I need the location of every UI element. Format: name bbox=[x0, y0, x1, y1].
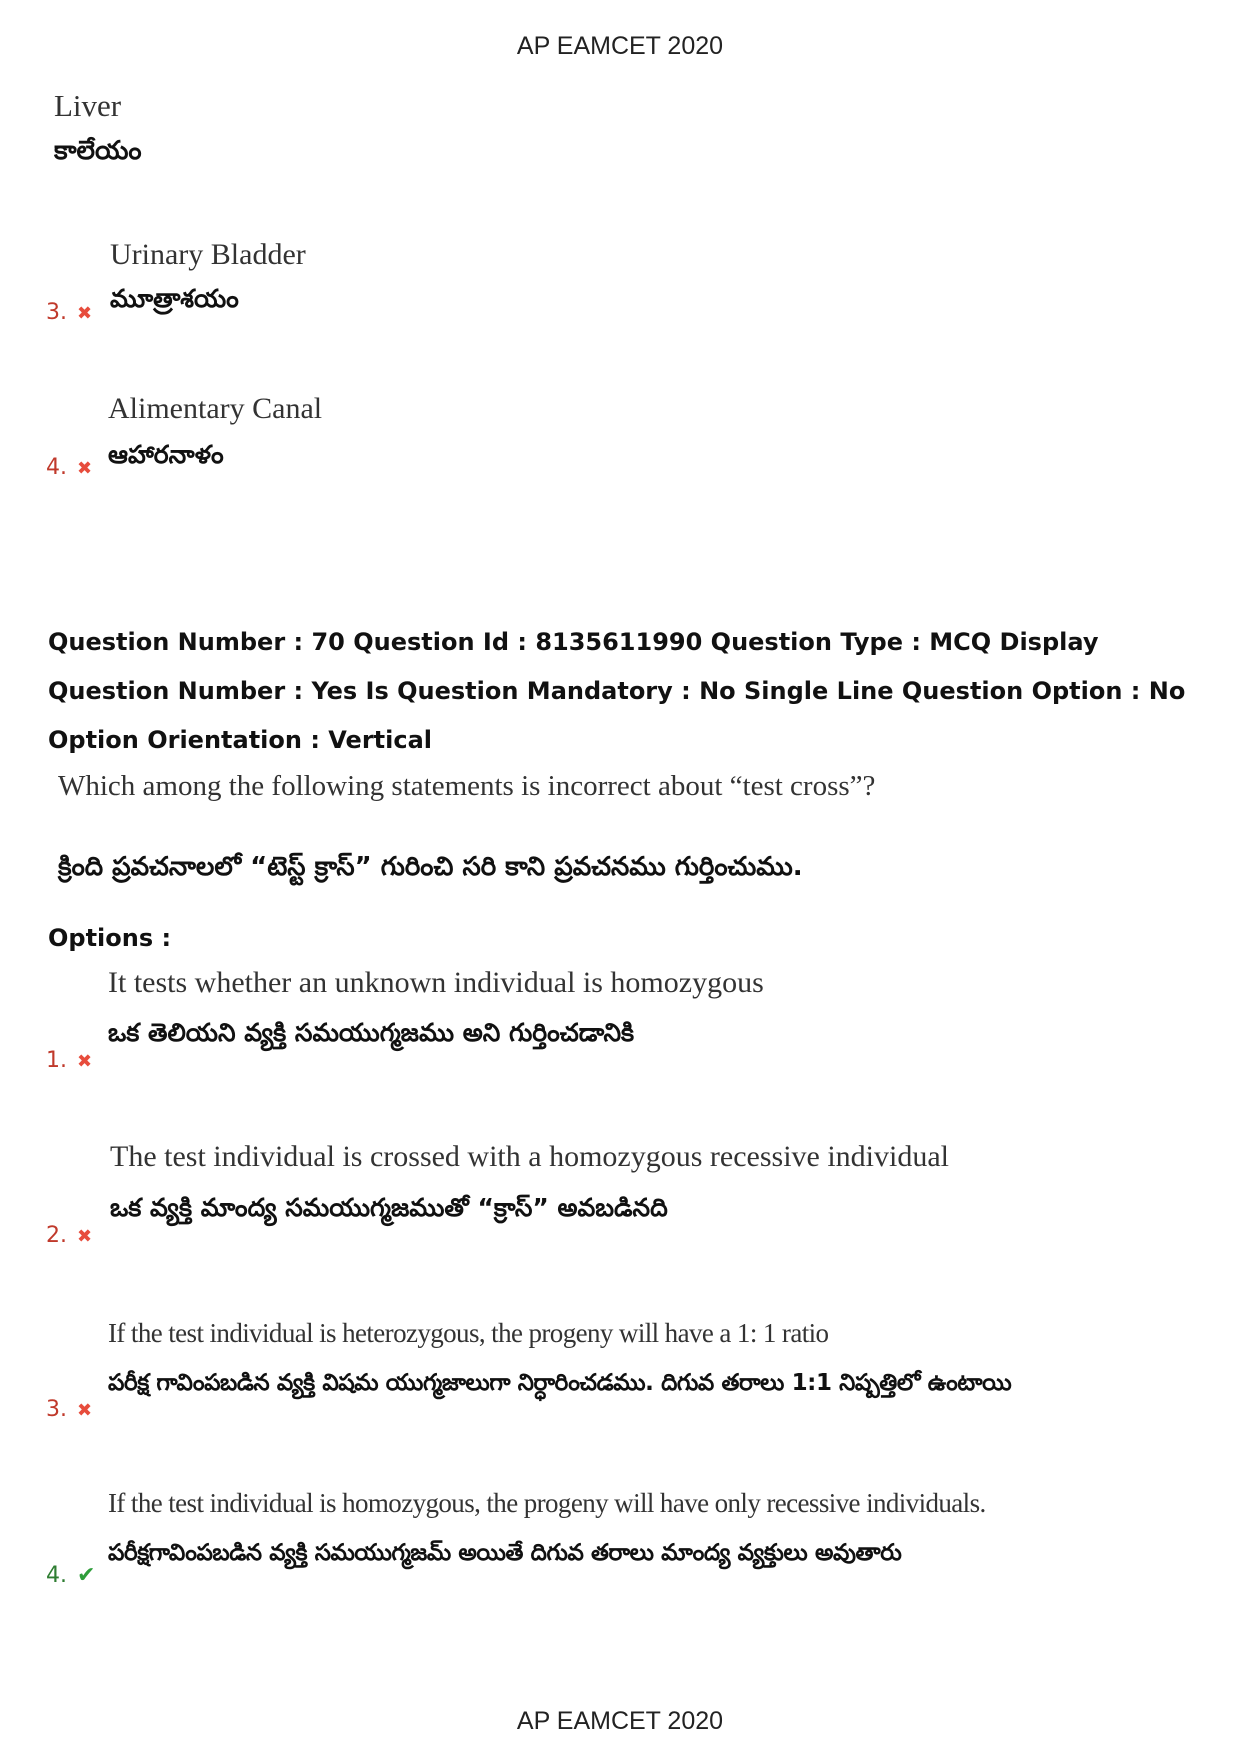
cross-icon: ✖ bbox=[77, 1051, 93, 1072]
option-4-telugu: పరీక్షగావింపబడిన వ్యక్తి సమయుగ్మజమ్ అయితే దిగువ తరాలు మాంద్య వ్యక్తులు అవుతారు bbox=[108, 1540, 902, 1566]
cross-icon: ✖ bbox=[77, 1226, 93, 1247]
option-4-english: If the test individual is homozygous, the progeny will have only recessive individuals. bbox=[108, 1488, 986, 1518]
cross-icon: ✖ bbox=[77, 303, 93, 324]
prev-option-4-telugu: ఆహారనాళం bbox=[108, 440, 224, 469]
cross-icon: ✖ bbox=[77, 1400, 93, 1421]
prev-option-4-number: 4. ✖ bbox=[46, 455, 93, 480]
option-2-english: The test individual is crossed with a homozygous recessive individual bbox=[110, 1140, 950, 1173]
prev-option-3-number: 3. ✖ bbox=[46, 300, 93, 325]
option-2-telugu: ఒక వ్యక్తి మాంద్య సమయుగ్మజముతో “క్రాస్” అవబడినది bbox=[110, 1193, 668, 1222]
question-text-english: Which among the following statements is incorrect about “test cross”? bbox=[58, 770, 876, 802]
prev-option-3-english: Urinary Bladder bbox=[110, 238, 306, 271]
options-label: Options : bbox=[48, 924, 172, 952]
option-3-english: If the test individual is heterozygous, the progeny will have a 1: 1 ratio bbox=[108, 1318, 829, 1348]
prev-option-2-english: Liver bbox=[54, 88, 122, 123]
question-text-telugu: క్రింది ప్రవచనాలలో “టెస్ట్ క్రాస్” గురించి సరి కాని ప్రవచనము గుర్తించుము. bbox=[58, 852, 803, 882]
prev-option-4-english: Alimentary Canal bbox=[108, 392, 323, 425]
page-header: AP EAMCET 2020 bbox=[516, 32, 724, 60]
option-1-telugu: ఒక తెలియని వ్యక్తి సమయుగ్మజము అని గుర్తించడానికి bbox=[108, 1018, 635, 1047]
page-footer: AP EAMCET 2020 bbox=[516, 1707, 724, 1735]
option-3-number: 3. ✖ bbox=[46, 1397, 93, 1422]
option-3-telugu: పరీక్ష గావింపబడిన వ్యక్తి విషమ యుగ్మజాలుగా నిర్ధారించడము. దిగువ తరాలు 1:1 నిష్పత్తిలో ఉంటాయి bbox=[108, 1370, 1012, 1396]
cross-icon: ✖ bbox=[77, 458, 93, 479]
option-4-number: 4. ✔ bbox=[46, 1563, 96, 1588]
check-icon: ✔ bbox=[77, 1563, 96, 1588]
option-1-english: It tests whether an unknown individual is homozygous bbox=[108, 966, 764, 999]
prev-option-3-telugu: మూత్రాశయం bbox=[110, 284, 239, 313]
option-1-number: 1. ✖ bbox=[46, 1048, 93, 1073]
option-2-number: 2. ✖ bbox=[46, 1223, 93, 1248]
question-info: Question Number : 70 Question Id : 8135611990 Question Type : MCQ Display Question Number : Yes Is Question Mandatory : No Single Line Question Option : No Option Orientation : Vertical bbox=[48, 628, 1186, 754]
prev-option-2-telugu: కాలేయం bbox=[54, 136, 142, 166]
